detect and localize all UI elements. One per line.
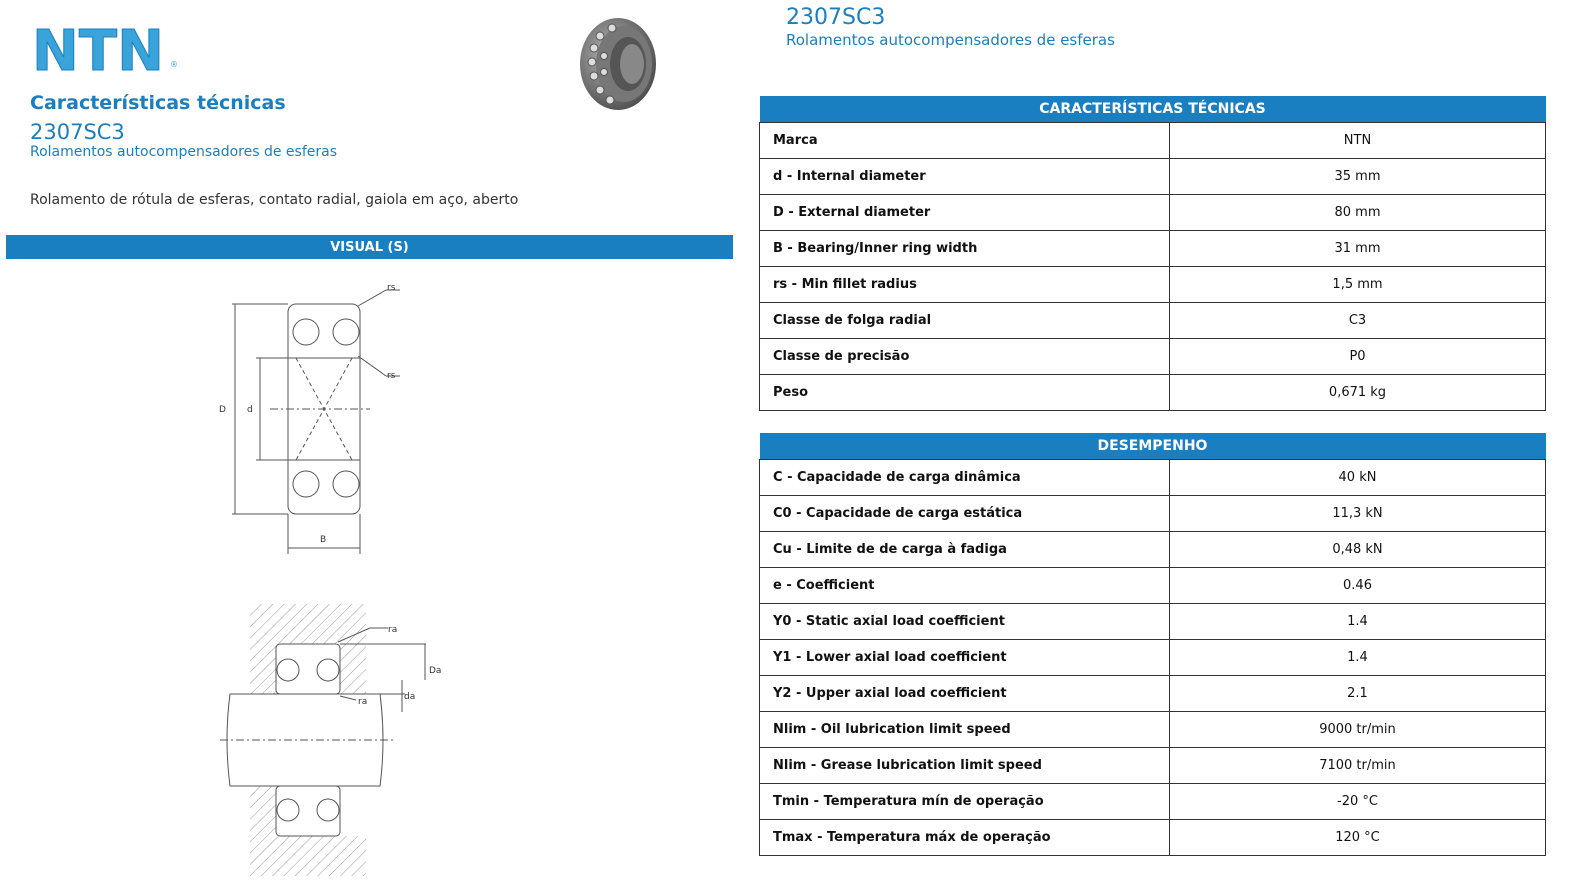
label-ra-top: ra	[388, 625, 398, 635]
table-row	[760, 748, 1546, 784]
spec-value: 120 °C	[1170, 820, 1546, 856]
spec-label: Y2 - Upper axial load coefficient	[760, 676, 1170, 712]
label-ra-mid: ra	[358, 697, 368, 707]
table-row	[760, 339, 1546, 375]
label-da: da	[404, 692, 416, 702]
spec-label: Marca	[760, 123, 1170, 159]
spec-label: d - Internal diameter	[760, 159, 1170, 195]
table-row	[760, 532, 1546, 568]
spec-value: P0	[1170, 339, 1546, 375]
spec-value: 2.1	[1170, 676, 1546, 712]
header-product-subtitle: Rolamentos autocompensadores de esferas	[786, 31, 1115, 49]
table-row	[760, 604, 1546, 640]
table-row	[760, 676, 1546, 712]
table-row	[760, 195, 1546, 231]
label-d: d	[247, 405, 253, 415]
bearing-dimension-drawing	[210, 278, 410, 558]
spec-value: 1.4	[1170, 640, 1546, 676]
label-rs-mid: rs	[387, 371, 396, 381]
spec-value: 0,48 kN	[1170, 532, 1546, 568]
spec-label: Cu - Limite de de carga à fadiga	[760, 532, 1170, 568]
ntn-logo	[32, 22, 180, 74]
table-row	[760, 159, 1546, 195]
spec-label: Tmin - Temperatura mín de operação	[760, 784, 1170, 820]
table-row	[760, 496, 1546, 532]
bearing-product-image	[578, 16, 662, 112]
spec-value: 0,671 kg	[1170, 375, 1546, 411]
technical-specs-header: CARACTERÍSTICAS TÉCNICAS	[760, 96, 1546, 123]
table-row	[760, 460, 1546, 496]
spec-value: 7100 tr/min	[1170, 748, 1546, 784]
logo-text: NTN	[32, 22, 164, 74]
header-product-code: 2307SC3	[786, 5, 886, 30]
spec-value: 1,5 mm	[1170, 267, 1546, 303]
label-rs-top: rs	[387, 283, 396, 293]
performance-header: DESEMPENHO	[760, 433, 1546, 460]
spec-value: 0.46	[1170, 568, 1546, 604]
svg-text:®: ®	[170, 60, 178, 69]
product-code: 2307SC3	[30, 120, 125, 144]
spec-label: Classe de folga radial	[760, 303, 1170, 339]
spec-label: C - Capacidade de carga dinâmica	[760, 460, 1170, 496]
technical-specs-table	[759, 96, 1546, 411]
spec-label: Peso	[760, 375, 1170, 411]
label-D: D	[219, 405, 226, 415]
spec-value: 35 mm	[1170, 159, 1546, 195]
mounting-dimension-drawing	[220, 600, 460, 878]
spec-label: Classe de precisão	[760, 339, 1170, 375]
table-row	[760, 231, 1546, 267]
table-row	[760, 640, 1546, 676]
table-row	[760, 784, 1546, 820]
spec-label: Y0 - Static axial load coefficient	[760, 604, 1170, 640]
spec-value: -20 °C	[1170, 784, 1546, 820]
section-title: Características técnicas	[30, 92, 286, 114]
spec-value: 31 mm	[1170, 231, 1546, 267]
spec-value: NTN	[1170, 123, 1546, 159]
table-row	[760, 568, 1546, 604]
table-row	[760, 123, 1546, 159]
spec-label: Nlim - Oil lubrication limit speed	[760, 712, 1170, 748]
table-row	[760, 375, 1546, 411]
label-B: B	[320, 535, 327, 545]
spec-label: D - External diameter	[760, 195, 1170, 231]
product-description: Rolamento de rótula de esferas, contato radial, gaiola em aço, aberto	[30, 192, 519, 208]
performance-table	[759, 433, 1546, 856]
spec-value: 9000 tr/min	[1170, 712, 1546, 748]
spec-label: C0 - Capacidade de carga estática	[760, 496, 1170, 532]
spec-value: 1.4	[1170, 604, 1546, 640]
spec-value: 11,3 kN	[1170, 496, 1546, 532]
spec-value: 40 kN	[1170, 460, 1546, 496]
spec-label: B - Bearing/Inner ring width	[760, 231, 1170, 267]
label-Da: Da	[429, 666, 442, 676]
spec-value: C3	[1170, 303, 1546, 339]
table-row	[760, 267, 1546, 303]
spec-value: 80 mm	[1170, 195, 1546, 231]
spec-label: Y1 - Lower axial load coefficient	[760, 640, 1170, 676]
product-subtitle: Rolamentos autocompensadores de esferas	[30, 144, 337, 160]
spec-label: e - Coefficient	[760, 568, 1170, 604]
spec-label: rs - Min fillet radius	[760, 267, 1170, 303]
table-row	[760, 820, 1546, 856]
table-row	[760, 303, 1546, 339]
spec-label: Tmax - Temperatura máx de operação	[760, 820, 1170, 856]
table-row	[760, 712, 1546, 748]
spec-label: Nlim - Grease lubrication limit speed	[760, 748, 1170, 784]
visual-header: VISUAL (S)	[6, 235, 733, 259]
